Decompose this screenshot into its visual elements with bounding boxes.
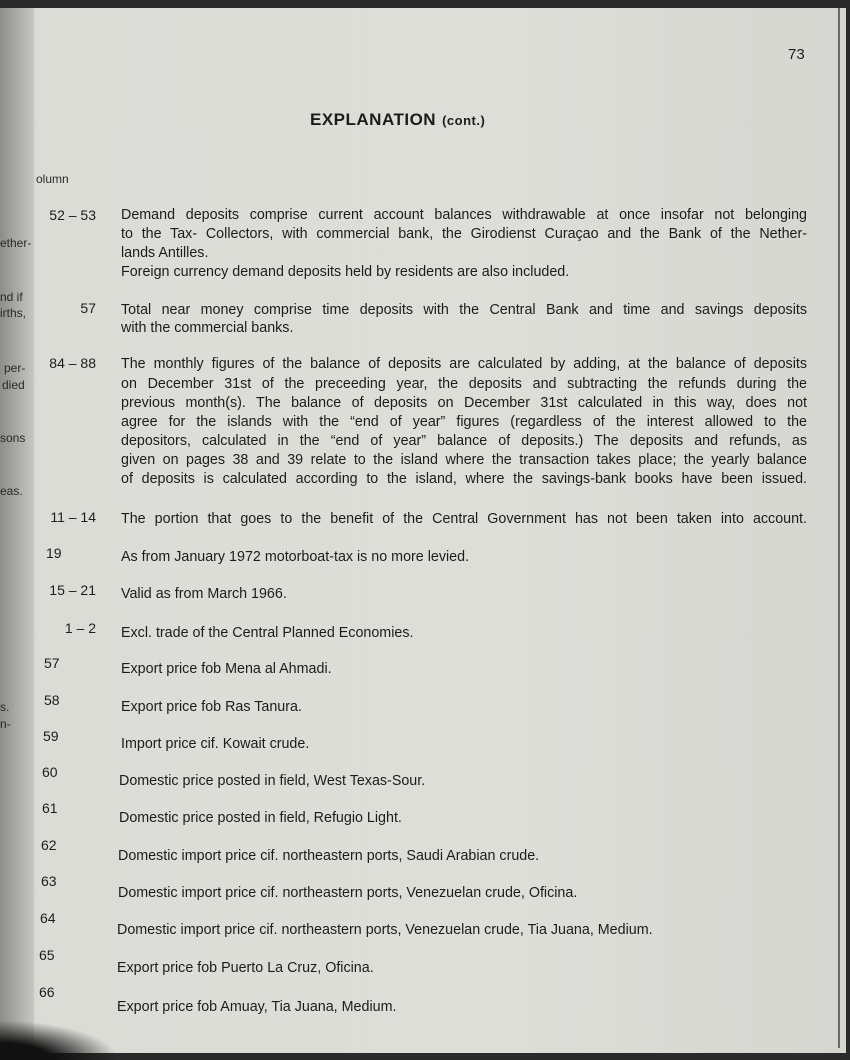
- title-suffix: (cont.): [442, 113, 486, 128]
- column-number: 52 – 53: [49, 207, 96, 223]
- page-number: 73: [788, 46, 805, 63]
- column-number: 62: [41, 837, 57, 853]
- margin-fragment: ether-: [0, 236, 32, 250]
- page-title: [310, 110, 485, 130]
- column-number: 15 – 21: [49, 582, 96, 598]
- entry-line: to the Tax- Collectors, with commercial bank, the Girodienst Curaçao and the Bank of the Nether-: [121, 226, 807, 242]
- column-number: 1 – 2: [64, 620, 96, 636]
- margin-fragment: died: [2, 378, 25, 392]
- entry-line: Domestic price posted in field, West Texas-Sour.: [119, 773, 426, 789]
- entry-line: Foreign currency demand deposits held by residents are also included.: [121, 264, 570, 280]
- entry-line: of deposits is calculated according to the island, where the savings-bank books have been issued.: [121, 471, 807, 487]
- entry-line: Export price fob Mena al Ahmadi.: [121, 661, 332, 677]
- title-text: EXPLANATION: [310, 110, 437, 129]
- page-fold-shadow: [0, 8, 34, 1053]
- entry-line: Demand deposits comprise current account balances withdrawable at once insofar not belonging: [121, 207, 807, 223]
- margin-fragment: sons: [0, 431, 26, 445]
- entry-line: Export price fob Ras Tanura.: [121, 699, 302, 715]
- margin-fragment: eas.: [0, 484, 23, 498]
- entry-line: The monthly figures of the balance of deposits are calculated by adding, at the balance of deposits: [121, 356, 807, 372]
- margin-fragment: irths,: [0, 306, 27, 320]
- entry-line: Domestic price posted in field, Refugio Light.: [119, 810, 402, 826]
- margin-fragment: nd if: [0, 290, 23, 304]
- column-number: 66: [39, 984, 55, 1000]
- entry-line: on December 31st of the preceeding year, the deposits and subtracting the refunds during the: [121, 376, 807, 392]
- column-number: 19: [46, 545, 62, 561]
- column-number: 65: [39, 947, 55, 963]
- column-number: 57: [80, 300, 96, 316]
- entry-line: As from January 1972 motorboat-tax is no more levied.: [121, 549, 470, 565]
- column-number: 58: [44, 692, 60, 708]
- column-number: 84 – 88: [49, 355, 96, 371]
- entry-line: agree for the islands with the “end of year” figures (regardless of the interest allowed to the: [121, 414, 807, 430]
- binding-shadow: [0, 1020, 120, 1060]
- entry-line: The portion that goes to the benefit of the Central Government has not been taken into account.: [121, 511, 807, 527]
- column-number: 59: [43, 728, 59, 744]
- column-number: 60: [42, 764, 58, 780]
- margin-fragment: olumn: [36, 172, 69, 186]
- entry-line: Domestic import price cif. northeastern ports, Venezuelan crude, Oficina.: [118, 885, 578, 901]
- entry-line: Export price fob Puerto La Cruz, Oficina.: [117, 960, 374, 976]
- entry-line: depositors, calculated in the “end of year” balance of deposits.) The deposits and refunds, as: [121, 433, 807, 449]
- entry-line: previous month(s). The balance of deposits on December 31st calculated in this way, does not: [121, 395, 807, 411]
- entry-line: Total near money comprise time deposits with the Central Bank and time and savings deposits: [121, 302, 807, 318]
- entry-line: Domestic import price cif. northeastern ports, Venezuelan crude, Tia Juana, Medium.: [117, 922, 653, 938]
- column-number: 61: [42, 800, 58, 816]
- entry-line: Export price fob Amuay, Tia Juana, Medium.: [117, 999, 397, 1015]
- entry-line: with the commercial banks.: [121, 320, 294, 336]
- column-number: 57: [44, 655, 60, 671]
- column-number: 64: [40, 910, 56, 926]
- margin-fragment: per-: [4, 361, 26, 375]
- margin-fragment: n-: [0, 717, 11, 731]
- entry-line: Excl. trade of the Central Planned Economies.: [121, 625, 414, 641]
- entry-line: Valid as from March 1966.: [121, 586, 287, 602]
- entry-line: Domestic import price cif. northeastern ports, Saudi Arabian crude.: [118, 848, 540, 864]
- page-edge: [838, 8, 840, 1048]
- entry-line: Import price cif. Kowait crude.: [121, 736, 310, 752]
- column-number: 11 – 14: [50, 509, 96, 525]
- margin-fragment: s.: [0, 700, 10, 714]
- entry-line: lands Antilles.: [121, 245, 209, 261]
- column-number: 63: [41, 873, 57, 889]
- entry-line: given on pages 38 and 39 relate to the island where the transaction takes place; the yearly balance: [121, 452, 807, 468]
